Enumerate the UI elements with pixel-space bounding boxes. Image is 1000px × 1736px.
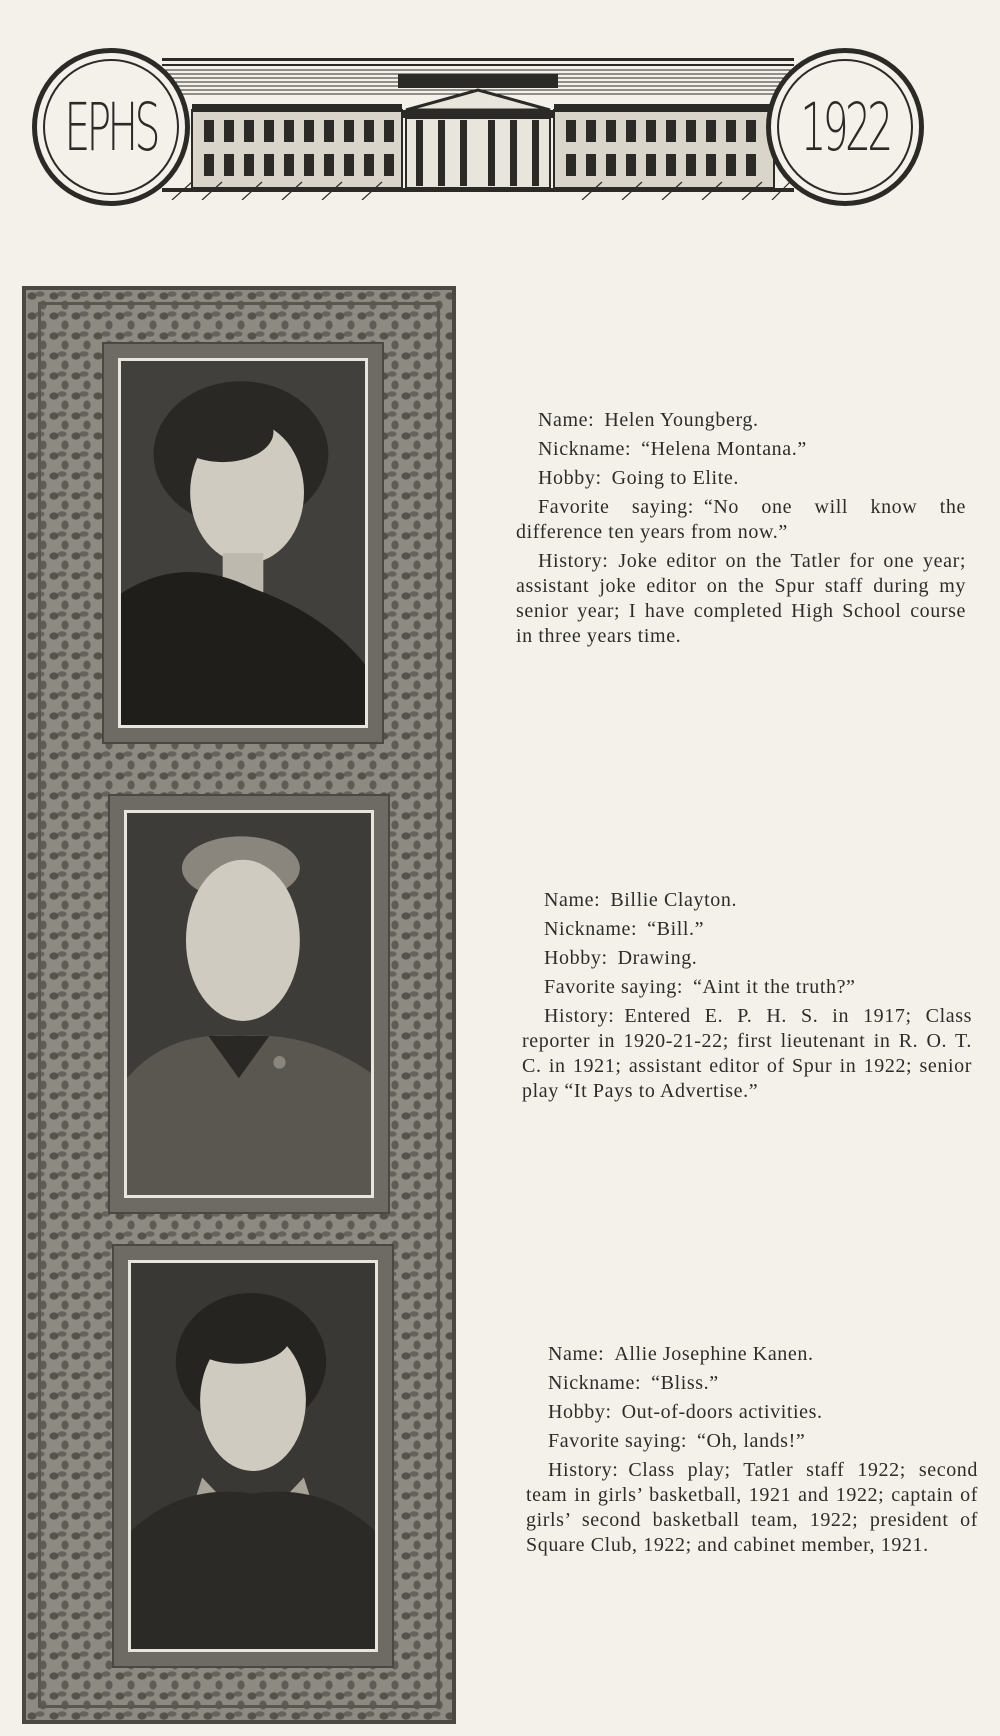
student-bio-1 (516, 408, 966, 653)
student-photo-1 (118, 358, 368, 728)
student-nickname: “Bill.” (647, 918, 705, 940)
school-building-illustration (162, 54, 794, 200)
student-photo-3 (128, 1260, 378, 1652)
student-name: Allie Josephine Kanen. (614, 1343, 814, 1365)
student-bio-3 (526, 1342, 978, 1562)
bio-saying-line (526, 1429, 978, 1454)
history-label: History: (544, 1005, 615, 1027)
bio-nickname-line (516, 437, 966, 462)
name-label: Name: (544, 889, 601, 911)
nickname-label: Nickname: (548, 1372, 642, 1394)
student-name: Billie Clayton. (610, 889, 738, 911)
student-saying: “No one will know the difference ten years from now.” (516, 496, 966, 543)
history-label: History: (548, 1459, 619, 1481)
student-hobby: Going to Elite. (611, 467, 739, 489)
photo-mat-1 (102, 342, 384, 744)
portrait-photo-icon (127, 813, 371, 1195)
hobby-label: Hobby: (544, 947, 608, 969)
bio-name-line (516, 408, 966, 433)
school-seal-left (32, 48, 190, 206)
saying-label: Favorite saying: (548, 1430, 688, 1452)
student-history: Entered E. P. H. S. in 1917; Class reporter in 1920-21-22; first lieutenant in R. O. T. C. in 1921; assistant editor of Spur in 1922; senior play “It Pays to Advertise.” (522, 1005, 972, 1102)
bio-hobby-line (516, 466, 966, 491)
name-label: Name: (548, 1343, 605, 1365)
nickname-label: Nickname: (538, 438, 632, 460)
student-nickname: “Helena Montana.” (641, 438, 807, 460)
name-label: Name: (538, 409, 595, 431)
student-name: Helen Youngberg. (604, 409, 759, 431)
bio-history-line (516, 549, 966, 649)
saying-label: Favorite saying: (538, 496, 694, 518)
nickname-label: Nickname: (544, 918, 638, 940)
bio-name-line (526, 1342, 978, 1367)
seal-left-text: EPHS (64, 88, 158, 166)
bio-nickname-line (526, 1371, 978, 1396)
student-saying: “Aint it the truth?” (693, 976, 856, 998)
bio-name-line (522, 888, 972, 913)
hobby-label: Hobby: (538, 467, 602, 489)
hobby-label: Hobby: (548, 1401, 612, 1423)
student-hobby: Out-of-doors activities. (621, 1401, 823, 1423)
saying-label: Favorite saying: (544, 976, 684, 998)
student-nickname: “Bliss.” (651, 1372, 719, 1394)
student-saying: “Oh, lands!” (697, 1430, 806, 1452)
bio-nickname-line (522, 917, 972, 942)
school-seal-right (766, 48, 924, 206)
bio-history-line (522, 1004, 972, 1104)
photo-column-border (22, 286, 456, 1724)
bio-hobby-line (522, 946, 972, 971)
seal-right-text: 1922 (800, 88, 890, 166)
student-history: Joke editor on the Tatler for one year; assistant joke editor on the Spur staff during my senior year; I have completed High School course in three years time. (516, 550, 966, 647)
bio-saying-line (516, 495, 966, 545)
bio-history-line (526, 1458, 978, 1558)
photo-mat-2 (108, 794, 390, 1214)
bio-saying-line (522, 975, 972, 1000)
student-hobby: Drawing. (617, 947, 698, 969)
portrait-photo-icon (131, 1263, 375, 1649)
yearbook-header-banner (32, 42, 924, 212)
bio-hobby-line (526, 1400, 978, 1425)
photo-mat-3 (112, 1244, 394, 1668)
history-label: History: (538, 550, 609, 572)
student-photo-2 (124, 810, 374, 1198)
portrait-photo-icon (121, 361, 365, 725)
student-history: Class play; Tatler staff 1922; second team in girls’ basketball, 1921 and 1922; captain of girls’ second basketball team, 1922; president of Square Club, 1922; and cabinet member, 1921. (526, 1459, 978, 1556)
student-bio-2 (522, 888, 972, 1108)
